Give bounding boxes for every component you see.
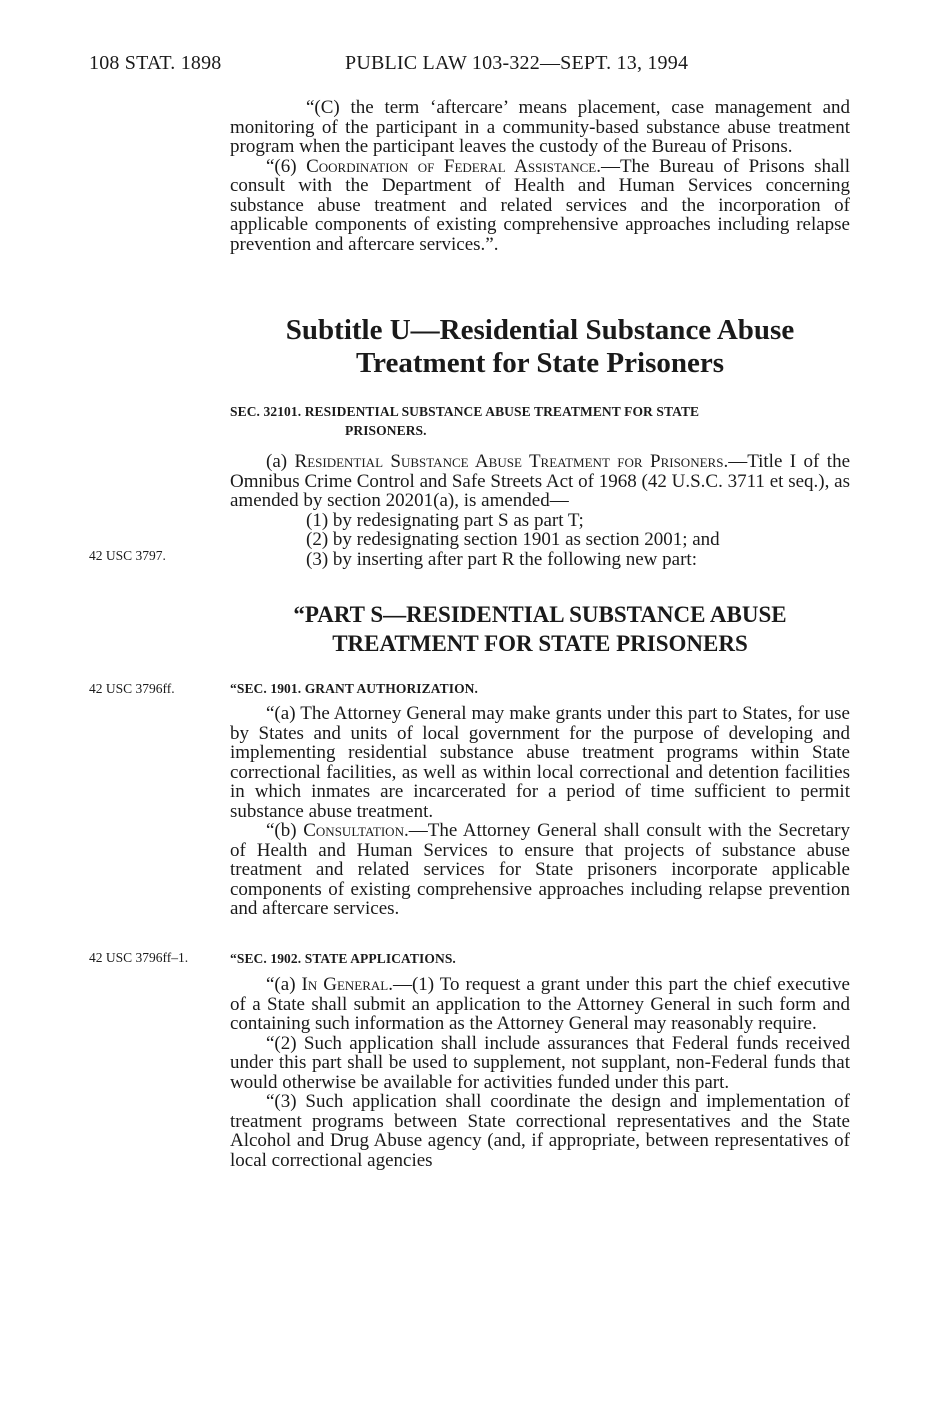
amendment-item-2: (2) by redesignating section 1901 as section 2001; and — [306, 529, 720, 550]
subtitle-line-2: Treatment for State Prisoners — [355, 347, 725, 379]
amendment-list — [230, 511, 850, 570]
paragraph-6-heading: Coordination of Federal Assistance — [306, 155, 597, 177]
paragraph-6-number: “(6) — [266, 155, 307, 177]
page-stat-reference: 108 STAT. 1898 — [89, 52, 222, 74]
paragraph-c-aftercare: “(C) the term ‘aftercare’ means placement, case management and monitoring of the participant in a community-based substance abuse treatment program when the participant leaves the custody of the Bureau of Prisons. — [230, 97, 850, 157]
section-1902-para-a-number: “(a) — [266, 974, 302, 995]
section-1901-para-b-number: “(b) — [266, 820, 304, 841]
continued-text-block — [230, 98, 850, 254]
section-1901-para-b-text: .—The Attorney General shall consult with the Secretary of Health and Human Services to ensure that projects of substance abuse treatment and related services for State prisoners incorporate applicable components of existing comprehensive approaches including relapse prevention and aftercare services. — [230, 820, 850, 919]
part-s-heading-line-1: “PART S—RESIDENTIAL SUBSTANCE ABUSE — [293, 602, 787, 627]
page-law-reference: PUBLIC LAW 103-322—SEPT. 13, 1994 — [345, 52, 689, 74]
margin-note-42-usc-3797: 42 USC 3797. — [89, 548, 166, 563]
section-1902-paragraph-a — [230, 975, 850, 1034]
section-1901-para-b-heading: Consultation — [303, 820, 404, 841]
section-32101-para-a-number: (a) — [266, 451, 295, 472]
section-1901-paragraph-a: “(a) The Attorney General may make grants under this part to States, for use by States and units of local government for the purpose of developing and implementing residential substance abuse treatment programs within State correctional facilities, as well as within local correctional and detention facilities in which inmates are incarcerated for a period of time sufficient to permit substance abuse treatment. — [230, 703, 850, 822]
section-1902-heading: “SEC. 1902. STATE APPLICATIONS. — [230, 951, 456, 966]
section-32101-body — [230, 452, 850, 569]
subtitle-line-1: Subtitle U—Residential Substance Abuse — [285, 314, 795, 346]
section-1901-heading: “SEC. 1901. GRANT AUTHORIZATION. — [230, 681, 478, 696]
paragraph-6-text: .—The Bureau of Prisons shall consult with the Department of Health and Human Services concerning substance abuse treatment and related services and the incorporation of applicable components of existing comprehensive approaches including relapse prevention and aftercare services.”. — [230, 155, 850, 255]
section-1901-paragraph-b — [230, 821, 850, 919]
section-1902-para-a-heading: In General — [301, 974, 389, 995]
margin-note-42-usc-3796ff: 42 USC 3796ff. — [89, 681, 175, 696]
amendment-item-3: (3) by inserting after part R the following new part: — [306, 548, 697, 570]
section-1902-paragraph-2: “(2) Such application shall include assurances that Federal funds received under this part shall be used to supplement, not supplant, non-Federal funds that would otherwise be available for activities funded under this part. — [230, 1032, 850, 1093]
section-32101-heading-line-1: SEC. 32101. RESIDENTIAL SUBSTANCE ABUSE TREATMENT FOR STATE — [230, 404, 700, 419]
section-1902-paragraph-3: “(3) Such application shall coordinate the design and implementation of treatment programs between State correctional representatives and the State Alcohol and Drug Abuse agency (and, if appropriate, between representatives of local correctional agencies — [230, 1091, 850, 1171]
paragraph-6-coordination — [230, 157, 850, 255]
section-32101-para-a-text: .—Title I of the Omnibus Crime Control and Safe Streets Act of 1968 (42 U.S.C. 3711 et seq.), as amended by section 20201(a), is amended— — [230, 451, 851, 511]
margin-note-42-usc-3796ff-1: 42 USC 3796ff–1. — [89, 950, 189, 965]
section-32101-para-a-heading: Residential Substance Abuse Treatment for Prisoners — [294, 451, 724, 472]
section-1902-para-a-text: .—(1) To request a grant under this part the chief executive of a State shall submit an application to the Attorney General in such form and containing such information as the Attorney General may reasonably require. — [230, 974, 850, 1034]
section-32101-heading-line-2: PRISONERS. — [345, 423, 427, 438]
section-1902-body — [230, 975, 850, 1170]
part-s-heading-line-2: TREATMENT FOR STATE PRISONERS — [332, 631, 748, 656]
subtitle-heading — [230, 314, 850, 380]
amendment-item-1: (1) by redesignating part S as part T; — [306, 509, 584, 531]
section-1901-body — [230, 704, 850, 919]
part-s-heading — [230, 600, 850, 658]
section-32101-heading — [230, 402, 850, 440]
section-32101-paragraph-a — [230, 452, 850, 511]
